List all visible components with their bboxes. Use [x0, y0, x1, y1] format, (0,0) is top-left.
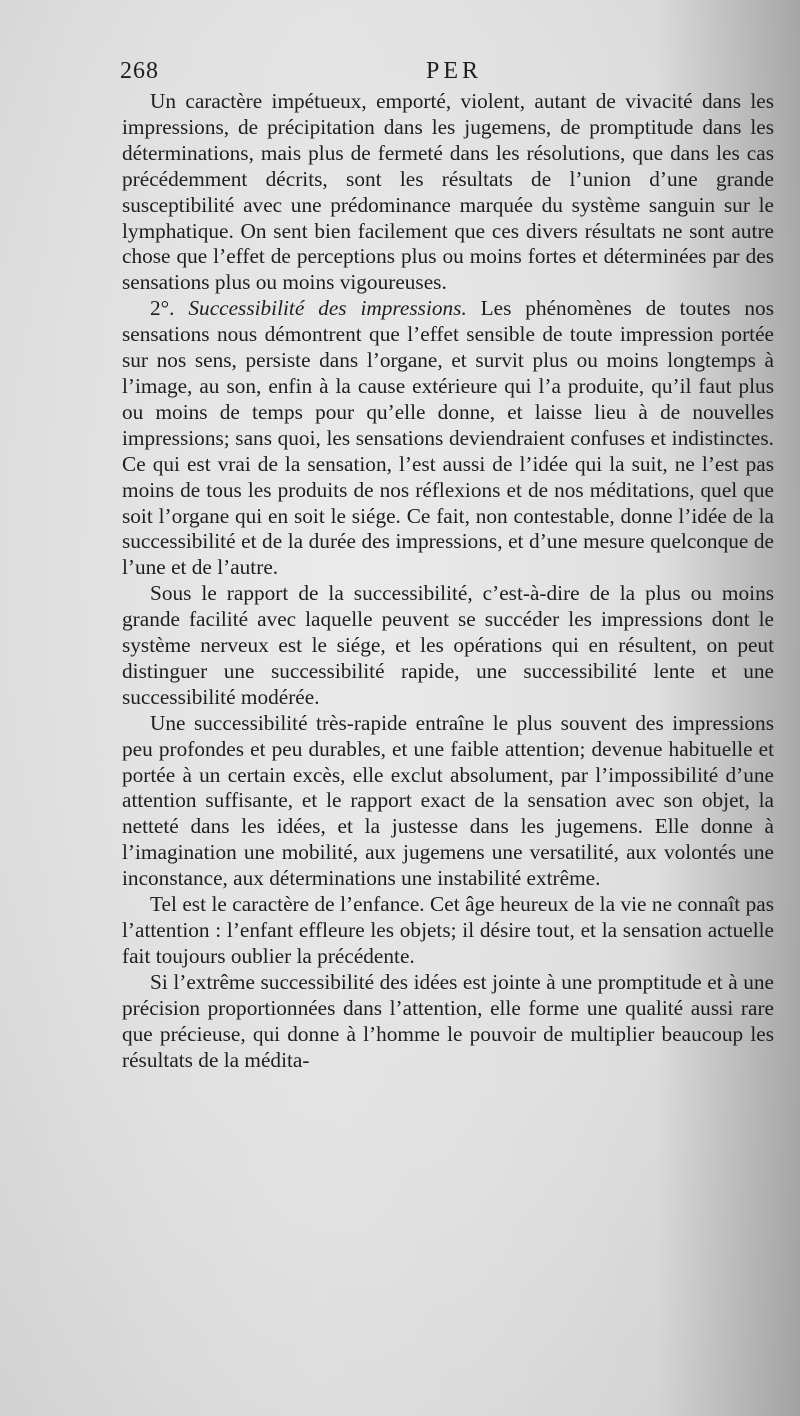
paragraph-4-text: Une successibilité très-rapide entraîne le plus souvent des impressions peu profondes et peu durables, et une faible attention; devenue habituelle et portée à un certain excès, elle exclut absolument, par l’impossibilité d’une attention suffisante, et le rapport exact de la sensation avec son objet, la netteté dans les idées, et la justesse dans les jugemens. Elle donne à l’imagination une mobilité, aux jugemens une versatilité, aux volontés une inconstance, aux déterminations une instabilité extrême. [122, 710, 774, 891]
section-number: 2°. [150, 296, 189, 321]
paragraph-1-text: Un caractère impétueux, emporté, violent, autant de vivacité dans les impressions, de précipitation dans les jugemens, de promptitude dans les déterminations, mais plus de fermeté dans les résolutions, que dans les cas précédemment décrits, sont les résultats de l’union d’une grande susceptibilité avec une prédominance marquée du système sanguin sur le lymphatique. On sent bien facilement que ces divers résultats ne sont autre chose que l’effet de perceptions plus ou moins fortes et déterminées par des sensations plus ou moins vigoureuses. [122, 89, 774, 295]
paragraph-3 [122, 581, 774, 711]
section-heading: Successibilité des impressions. [188, 296, 467, 321]
paragraph-6-text: Si l’extrême successibilité des idées est jointe à une promptitude et à une précision proportionnées dans l’attention, elle forme une qualité aussi rare que précieuse, qui donne à l’homme le pouvoir de multiplier beaucoup les résultats de la médita- [122, 969, 774, 1072]
page-number: 268 [120, 58, 159, 84]
paragraph-2 [122, 296, 774, 581]
paragraph-4 [122, 711, 774, 892]
paragraph-6 [122, 970, 774, 1074]
paragraph-3-text: Sous le rapport de la successibilité, c’est-à-dire de la plus ou moins grande facilité avec laquelle peuvent se succéder les impressions dont le système nerveux est le siége, et les opérations qui en résultent, on peut distinguer une successibilité rapide, une successibilité lente et une successibilité modérée. [122, 581, 774, 709]
paragraph-5 [122, 892, 774, 970]
paragraph-1 [122, 89, 774, 296]
running-head: PER [426, 58, 483, 84]
paragraph-2-text: Les phénomènes de toutes nos sensations nous démontrent que l’effet sensible de toute impression portée sur nos sens, persiste dans l’organe, et survit plus ou moins longtemps à l’image, au son, enfin à la cause extérieure qui l’a produite, qu’il faut plus ou moins de temps pour qu’elle donne, et laisse lieu à de nouvelles impressions; sans quoi, les sensations deviendraient confuses et indistinctes. Ce qui est vrai de la sensation, l’est aussi de l’idée qui la suit, ne l’est pas moins de tous les produits de nos réflexions et de nos méditations, quel que soit l’organe qui en soit le siége. Ce fait, non contestable, donne l’idée de la successibilité et de la durée des impressions, et d’une mesure quelconque de l’une et de l’autre. [122, 296, 774, 580]
paragraph-5-text: Tel est le caractère de l’enfance. Cet âge heureux de la vie ne connaît pas l’attention : l’enfant effleure les objets; il désire tout, et la sensation actuelle fait toujours oublier la précédente. [122, 892, 774, 968]
body-text [122, 89, 774, 1073]
